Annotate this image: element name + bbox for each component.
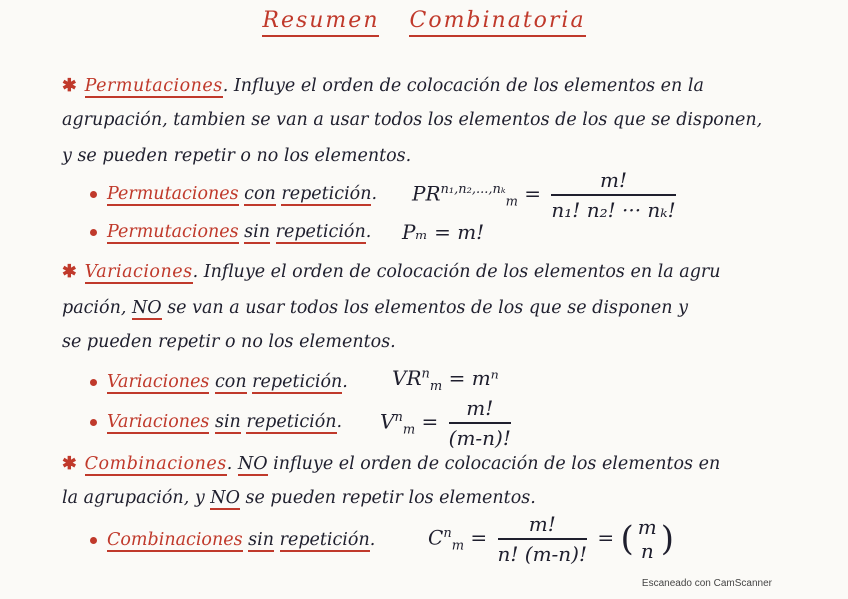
item-rep: repetición [281,184,372,204]
formula-rhs: = mⁿ [448,366,499,390]
text: se pueden repetir los elementos. [239,488,536,508]
item-dot: . [336,412,343,432]
formula-sub: m [402,422,416,438]
combinaciones-sin-item [90,530,375,550]
formula-permutaciones-con: $PR^{n_1,n_2,...,n_k}_m$ = $\frac{m!}{\text{n₁! n₂! ··· nₖ!}}$ [412,168,676,222]
binomial [638,515,657,563]
variaciones-sin-item [90,412,342,432]
scanner-watermark: Escaneado con CamScanner [641,578,772,589]
text: . [226,454,238,474]
bullet-icon [90,379,97,386]
no-emphasis: NO [210,488,240,508]
item-rep: repetición [275,222,366,242]
formula-sub: m [429,379,443,394]
permutaciones-con-item [90,184,377,204]
item-con: con [244,184,276,204]
page-title [0,8,848,33]
item-con: con [214,372,247,392]
permutaciones-text-1: . Influye el orden de colocación de los elementos en la [222,76,704,96]
text: la agrupación, y [62,488,211,508]
formula-variaciones-con [392,366,499,394]
permutaciones-heading: Permutaciones [84,76,223,96]
formula-lhs: PR [412,181,441,206]
numerator: m! [551,168,675,196]
item-sin: sin [214,412,241,432]
fraction [449,396,511,450]
formula-variaciones-sin: $V^n_m$ = $\frac{m!}{(m-n)!}$ [380,396,511,450]
denominator: n₁! n₂! ··· nₖ! [551,198,676,222]
asterisk-icon: ✱ [62,262,77,282]
formula-sup: n [421,366,430,382]
item-rep: repetición [252,372,343,392]
formula-sub: m [505,194,518,210]
bullet-icon [90,419,97,426]
item-label: Permutaciones [107,222,239,242]
formula-lhs: V [380,409,395,434]
variaciones-line-1 [62,262,721,282]
formula-combinaciones-sin: $C^n_m$ = $\frac{m!}{n! (m-n)!}$ = ( m n ) [428,512,675,566]
no-emphasis: NO [131,298,162,318]
item-rep: repetición [246,412,337,432]
asterisk-icon: ✱ [62,454,77,474]
item-label: Variaciones [107,372,210,392]
title-word-2: Combinatoria [409,8,585,37]
formula-lhs: C [428,525,444,550]
bullet-icon [90,537,97,544]
permutaciones-line-1 [62,76,704,96]
item-label: Permutaciones [107,184,239,204]
item-label: Combinaciones [107,530,243,550]
variaciones-line-3: se pueden repetir o no los elementos. [62,332,396,352]
variaciones-heading: Variaciones [84,262,193,282]
variaciones-text-1: . Influye el orden de colocación de los elementos en la agru [192,262,721,282]
formula-lhs: VR [392,366,422,390]
combinaciones-line-2 [62,488,536,508]
item-sin: sin [248,530,275,550]
formula-sup: n [443,525,452,541]
item-label: Variaciones [107,412,210,432]
variaciones-line-2 [62,298,688,318]
title-word-1: Resumen [262,8,379,37]
permutaciones-line-3: y se pueden repetir o no los elementos. [62,146,412,166]
text: influye el orden de colocación de los elementos en [267,454,721,474]
formula-sup: n₁,n₂,...,nₖ [440,181,506,197]
permutaciones-line-2: agrupación, tambien se van a usar todos los elementos de los que se disponen, [62,110,763,130]
numerator: m! [449,396,511,424]
asterisk-icon: ✱ [62,76,77,96]
variaciones-con-item [90,372,348,392]
combinaciones-line-1 [62,454,720,474]
formula-permutaciones-sin: Pₘ = m! [402,220,485,244]
fraction [551,168,675,222]
bullet-icon [90,229,97,236]
item-dot: . [369,530,376,550]
item-rep: repetición [279,530,370,550]
combinaciones-heading: Combinaciones [84,454,227,474]
text: pación, [62,298,132,318]
fraction [498,512,588,566]
formula-sup: n [394,409,403,425]
bullet-icon [90,191,97,198]
item-sin: sin [244,222,271,242]
binomial-bottom: n [640,539,654,563]
formula-sub: m [451,538,465,554]
numerator: m! [498,512,588,540]
item-dot: . [342,372,348,392]
denominator: n! (m-n)! [497,542,588,566]
denominator: (m-n)! [448,426,511,450]
no-emphasis: NO [237,454,268,474]
binomial-top: m [637,515,657,539]
item-dot: . [365,222,372,242]
item-dot: . [371,184,378,204]
text: se van a usar todos los elementos de los que se disponen y [161,298,688,318]
permutaciones-sin-item [90,222,371,242]
